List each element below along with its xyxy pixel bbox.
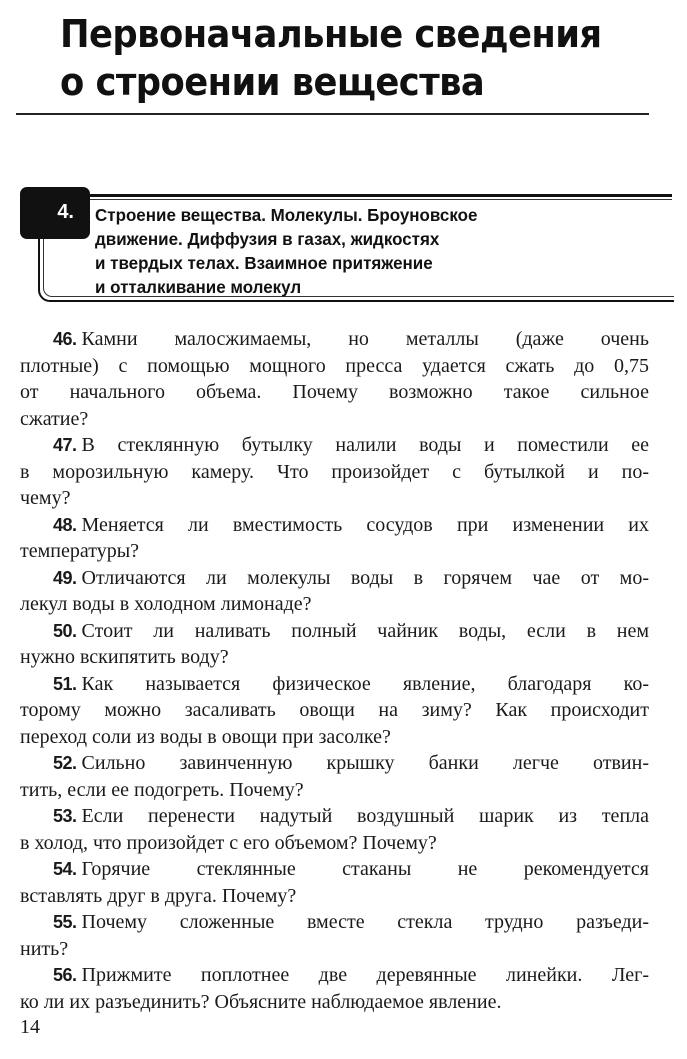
problem-54 <box>20 856 649 909</box>
problem-line: 51. Как называется физическое явление, благодаря ко- <box>53 672 649 695</box>
problem-line: плотные) с помощью мощного пресса удается сжать до 0,75 <box>20 354 649 377</box>
problem-number: 46. <box>53 329 77 349</box>
section-title-line: и отталкивание молекул <box>95 277 302 297</box>
problem-line: нить? <box>20 937 69 960</box>
section-title <box>95 203 638 299</box>
problem-line: лекул воды в холодном лимонаде? <box>20 593 312 615</box>
problem-line: 55. Почему сложенные вместе стекла трудно разъеди- <box>53 911 649 933</box>
problem-line: чему? <box>20 487 71 509</box>
chapter-title-line: Первоначальные сведения <box>60 12 602 56</box>
problem-number: 50. <box>53 620 77 641</box>
problem-number: 48. <box>53 514 77 535</box>
problem-number: 52. <box>53 753 77 773</box>
problem-line: 52. Сильно завинченную крышку банки легче отвин- <box>53 752 649 774</box>
problem-line: переход соли из воды в овощи при засолке? <box>20 725 391 748</box>
problem-55 <box>20 909 649 962</box>
problem-line: 53. Если перенести надутый воздушный шарик из тепла <box>53 805 649 827</box>
chapter-title <box>60 10 618 106</box>
section-header-top-rule <box>80 194 672 197</box>
problem-50 <box>20 618 649 671</box>
problem-46 <box>20 326 649 432</box>
problem-line: 49. Отличаются ли молекулы воды в горячем чае от мо- <box>53 566 649 589</box>
problem-number: 53. <box>53 806 77 826</box>
problem-line: 50. Стоит ли наливать полный чайник воды, если в нем <box>53 619 649 642</box>
problem-line: в морозильную камеру. Что произойдет с бутылкой и по- <box>20 460 649 483</box>
problem-line: температуры? <box>20 540 140 562</box>
problem-line: сжатие? <box>20 407 89 430</box>
problem-number: 54. <box>53 859 77 879</box>
problem-line: от начального объема. Почему возможно такое сильное <box>20 381 649 403</box>
problem-56 <box>20 962 649 1015</box>
problem-line: ко ли их разъединить? Объясните наблюдаемое явление. <box>20 990 502 1013</box>
problem-number: 49. <box>53 567 77 588</box>
problem-49 <box>20 565 649 618</box>
problem-line: 48. Меняется ли вместимость сосудов при изменении их <box>53 513 649 536</box>
problem-line: 46. Камни малосжимаемы, но металлы (даже очень <box>53 328 649 350</box>
problem-line: нужно вскипятить воду? <box>20 646 229 668</box>
problem-number: 47. <box>53 435 77 455</box>
problem-line: 47. В стеклянную бутылку налили воды и поместили ее <box>53 434 649 456</box>
section-title-line: движение. Диффузия в газах, жидкостях <box>95 229 440 249</box>
problem-line: торому можно засаливать овощи на зиму? Как происходит <box>20 699 649 721</box>
problem-number: 56. <box>53 965 77 985</box>
problem-line: в холод, что произойдет с его объемом? Почему? <box>20 831 437 854</box>
chapter-title-line: о строении вещества <box>60 60 485 104</box>
problem-51 <box>20 671 649 751</box>
problem-47 <box>20 432 649 512</box>
problem-48 <box>20 512 649 565</box>
problem-list <box>20 326 649 1015</box>
problem-line: тить, если ее подогреть. Почему? <box>20 778 304 801</box>
section-header-top-rule-thin <box>80 199 672 200</box>
page-number: 14 <box>20 1016 40 1038</box>
section-number-badge: 4. <box>20 187 90 239</box>
problem-line: 56. Прижмите поплотнее две деревянные линейки. Лег- <box>53 964 649 986</box>
problem-53 <box>20 803 649 856</box>
section-title-line: Строение вещества. Молекулы. Броуновское <box>95 205 478 225</box>
problem-number: 51. <box>53 673 77 694</box>
problem-line: 54. Горячие стеклянные стаканы не рекомендуется <box>53 858 649 880</box>
problem-number: 55. <box>53 912 77 932</box>
problem-line: вставлять друг в друга. Почему? <box>20 884 297 907</box>
chapter-divider <box>16 113 649 115</box>
problem-52 <box>20 750 649 803</box>
section-title-line: и твердых телах. Взаимное притяжение <box>95 253 433 273</box>
